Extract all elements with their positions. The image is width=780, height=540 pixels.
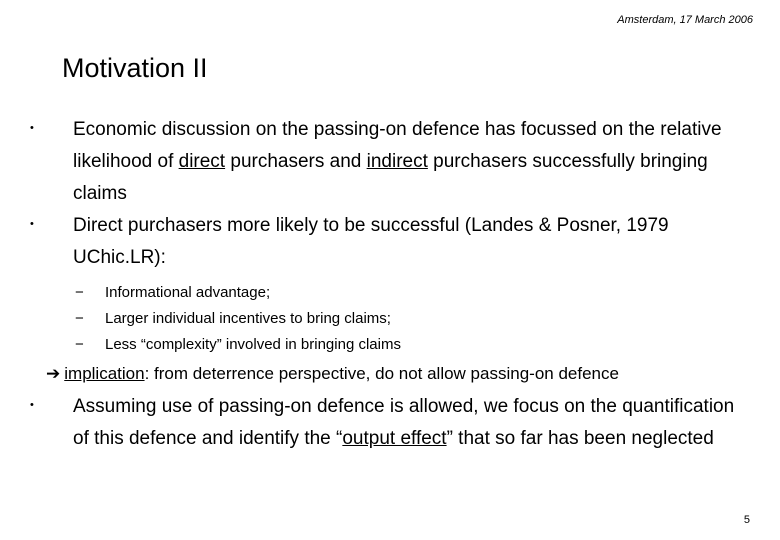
bullet-2-text: Direct purchasers more likely to be successful (Landes & Posner, 1979 UChic.LR): bbox=[73, 215, 669, 268]
implication-text: : from deterrence perspective, do not allow passing-on defence bbox=[144, 364, 619, 383]
bullet-3-text: Assuming use of passing-on defence is allowed, we focus on the quantification of this defence and identify the “output effect” that so far has been neglected bbox=[73, 396, 735, 449]
bullet-marker: • bbox=[30, 218, 34, 230]
implication-line bbox=[46, 361, 619, 387]
direct-underlined: direct bbox=[178, 151, 226, 172]
bullet-2 bbox=[30, 210, 750, 274]
bullet-marker: • bbox=[30, 122, 34, 134]
sub-item: − Informational advantage; bbox=[75, 280, 715, 306]
bullet-3 bbox=[30, 391, 750, 455]
bullet-1 bbox=[30, 114, 750, 210]
dash-marker: − bbox=[75, 284, 84, 301]
page-number: 5 bbox=[743, 514, 750, 526]
sub-item: − Larger individual incentives to bring claims; bbox=[75, 306, 715, 332]
dash-marker: − bbox=[75, 336, 84, 353]
implication-label: implication bbox=[64, 364, 145, 383]
header-date: Amsterdam, 17 March 2006 bbox=[617, 14, 753, 26]
dash-marker: − bbox=[75, 310, 84, 327]
bullet-marker: • bbox=[30, 399, 34, 411]
sub-item: − Less “complexity” involved in bringing claims bbox=[75, 332, 715, 358]
bullet-1-text: Economic discussion on the passing-on defence has focussed on the relative likelihood of direct purchasers and indirect purchasers successfully bringing claims bbox=[73, 119, 722, 204]
right-arrow-icon: ➔ bbox=[46, 364, 61, 383]
slide-title: Motivation II bbox=[62, 53, 208, 83]
sub-list bbox=[75, 280, 715, 358]
output-effect-underlined: output effect bbox=[342, 428, 447, 449]
indirect-underlined: indirect bbox=[366, 151, 428, 172]
